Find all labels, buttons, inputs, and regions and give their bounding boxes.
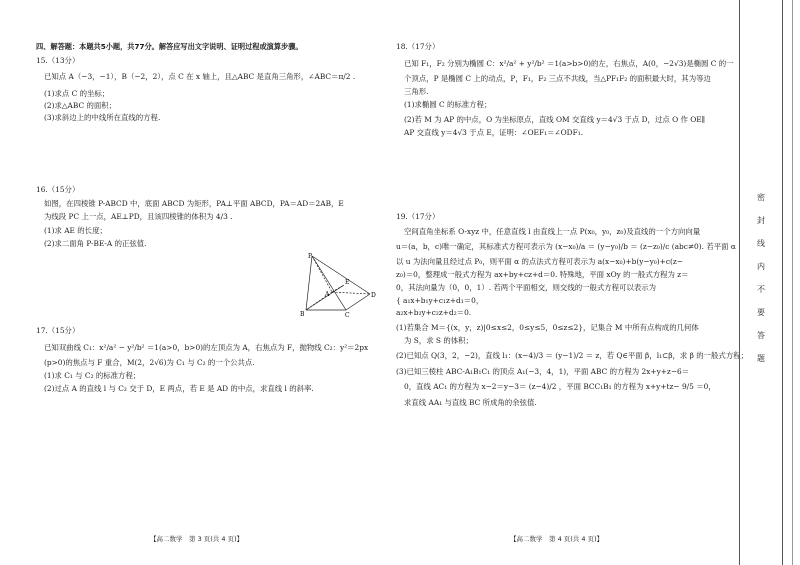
seal-char: 题 — [757, 354, 765, 363]
problem-19-q3-line-3: 求直线 AA₁ 与直线 BC 所成角的余弦值. — [404, 398, 537, 407]
problem-19-line-3: 以 u 为法向量且经过点 P₀，则平面 α 的点法式方程可表示为 a(x−x₀)+b(y−y₀)+c(z− — [396, 257, 683, 266]
problem-18-stem-1: 已知 F₁，F₂ 分别为椭圆 C：x²/a² + y²/b² ＝1(a>b>0)的左，右焦点，A(0，−2√3)是椭圆 C 的一 — [404, 59, 734, 68]
problem-19-q3-line-2: 0，直线 AC₁ 的方程为 x−2＝y−3＝ (z−4)/2 ，平面 BCC₁B₁ 的方程为 x+y+tz− 9/5 ＝0， — [404, 382, 716, 391]
problem-19-system-line-1: { a₁x+b₁y+c₁z+d₁＝0， — [396, 296, 484, 305]
seal-char: 要 — [757, 308, 765, 317]
seal-char: 内 — [757, 262, 765, 271]
problem-18-header: 18.（17分） — [396, 42, 440, 51]
problem-19-line-5: 0，其法向量为（0，0，1）. 若两个平面相交，则交线的一般式方程可以表示为 — [396, 283, 657, 292]
problem-19-line-4: z₀)＝0，整理成一般式方程为 ax+by+cz+d＝0. 特殊地，平面 xOy 的一般式方程为 z＝ — [396, 270, 689, 279]
problem-16-stem-1: 如图，在四棱锥 P-ABCD 中，底面 ABCD 为矩形，PA⊥平面 ABCD，PA＝AD＝2AB，E — [44, 199, 344, 208]
problem-15-stem: 已知点 A（−3，−1），B（−2，2），点 C 在 x 轴上，且△ABC 是直角三角形，∠ABC＝π/2 . — [44, 72, 356, 81]
page-edge-line — [792, 0, 793, 565]
problem-19-header: 19.（17分） — [396, 212, 440, 221]
pyramid-figure — [298, 252, 378, 318]
problem-18-q2-line-1: (2)若 M 为 AP 的中点，O 为坐标原点，直线 OM 交直线 y＝4√3 于点 D，过点 O 作 OE∥ — [404, 115, 706, 124]
problem-19-line-2: u＝(a，b，c)唯一确定，其标准式方程可表示为 (x−x₀)/a ＝ (y−y₀)/b ＝ (z−z₀)/c (abc≠0). 若平面 α — [396, 242, 736, 251]
seal-char: 不 — [757, 285, 765, 294]
problem-17-header: 17.（15分） — [36, 326, 80, 335]
problem-18-q1: (1)求椭圆 C 的标准方程； — [404, 100, 492, 109]
problem-15-q1: (1)求点 C 的坐标； — [44, 89, 110, 98]
problem-16-q2: (2)求二面角 P-BE-A 的正弦值. — [44, 239, 147, 248]
problem-17-stem-2: (p>0)的焦点与 F 重合，M(2，2√6)为 C₁ 与 C₂ 的一个公共点. — [44, 358, 255, 367]
fig-label-d: D — [371, 292, 376, 299]
problem-15-q3: (3)求斜边上的中线所在直线的方程. — [44, 113, 161, 122]
seal-line-sidebar — [739, 0, 783, 565]
problem-17-stem-1: 已知双曲线 C₁：x²/a² − y²/b² ＝1(a>0，b>0)的左顶点为 A，右焦点为 F，抛物线 C₂：y²＝2px — [44, 343, 369, 352]
problem-16-q1: (1)求 AE 的长度； — [44, 226, 107, 235]
problem-19-q3-line-1: (3)已知三棱柱 ABC-A₁B₁C₁ 的顶点 A₁(−3，4，1)，平面 ABC 的方程为 2x+y+z−6＝ — [396, 367, 690, 376]
problem-18-stem-3: 三角形. — [404, 87, 429, 96]
fig-label-e: E — [345, 279, 350, 286]
footer-right: 【高二数学 第 4 页(共 4 页)】 — [510, 535, 604, 543]
fig-label-c: C — [345, 312, 350, 318]
section-heading: 四、解答题：本题共5小题，共77分。解答应写出文字说明、证明过程或演算步骤。 — [36, 42, 303, 51]
seal-char: 线 — [757, 239, 765, 248]
problem-19-system-line-2: a₂x+b₂y+c₂z+d₂＝0. — [396, 308, 472, 317]
seal-char: 密 — [757, 193, 765, 202]
fig-label-b: B — [300, 311, 305, 318]
problem-19-q1-cont: 为 S，求 S 的体积； — [404, 336, 473, 345]
problem-19-q2: (2)已知点 Q(3，2，−2)，直线 l₁：(x−4)/3 ＝ (y−1)/2 ＝ z，若 Q∈平面 β，l₁⊂β，求 β 的一般式方程； — [396, 351, 748, 360]
problem-19-line-1: 空间直角坐标系 O-xyz 中，任意直线 l 由直线上一点 P(x₀，y₀，z₀)及直线的一个方向向量 — [404, 227, 701, 236]
footer-left: 【高二数学 第 3 页(共 4 页)】 — [150, 535, 244, 543]
seal-char: 答 — [757, 331, 765, 340]
problem-16-stem-2: 为线段 PC 上一点，AE⊥PD，且该四棱锥的体积为 4/3 . — [44, 212, 233, 221]
problem-16-header: 16.（15分） — [36, 185, 80, 194]
problem-17-q1: (1)求 C₁ 与 C₂ 的标准方程； — [44, 371, 141, 380]
problem-19-q1: (1)若集合 M＝{(x，y，z)|0≤x≤2，0≤y≤5，0≤z≤2}，记集合 M 中所有点构成的几何体 — [396, 323, 699, 332]
problem-18-q2-line-2: AP 交直线 y＝4√3 于点 E，证明：∠OEF₁＝∠ODF₁. — [404, 128, 584, 137]
problem-17-q2: (2)过点 A 的直线 l 与 C₂ 交于 D，E 两点，若 E 是 AD 的中点，求直线 l 的斜率. — [44, 384, 314, 393]
fig-label-a: A — [325, 291, 330, 298]
problem-18-stem-2: 个顶点，P 是椭圆 C 上的动点，P，F₁，F₂ 三点不共线，当△PF₁F₂ 的面积最大时，其为等边 — [404, 74, 711, 83]
seal-char: 封 — [757, 216, 765, 225]
problem-15-q2: (2)求△ABC 的面积； — [44, 101, 117, 110]
fig-label-p: P — [308, 253, 313, 260]
problem-15-header: 15.（13分） — [36, 56, 80, 65]
